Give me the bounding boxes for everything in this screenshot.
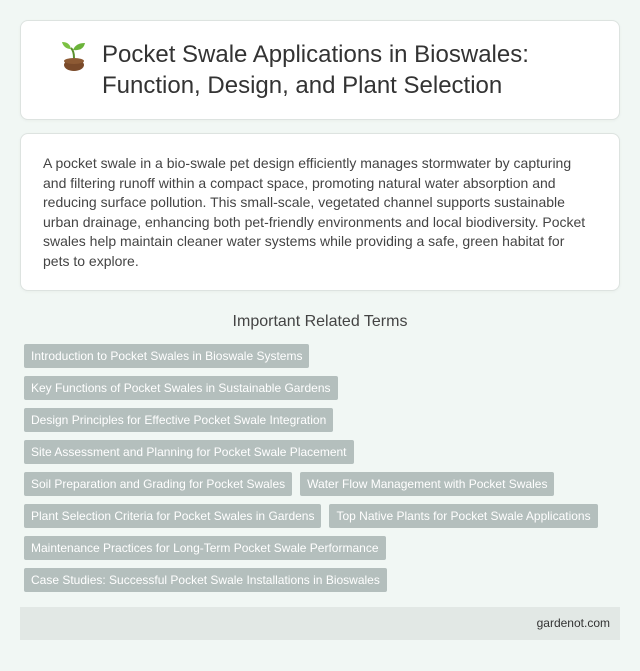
related-term-tag[interactable]: Plant Selection Criteria for Pocket Swales in Gardens (24, 504, 321, 528)
related-terms-list (24, 344, 624, 600)
footer (20, 607, 620, 640)
footer-site-link[interactable]: gardenot.com (536, 616, 610, 630)
related-term-tag[interactable]: Case Studies: Successful Pocket Swale Installations in Bioswales (24, 568, 387, 592)
related-term-tag[interactable]: Design Principles for Effective Pocket Swale Integration (24, 408, 333, 432)
tag-row (24, 504, 624, 528)
related-terms-heading: Important Related Terms (232, 313, 408, 330)
related-term-tag[interactable]: Water Flow Management with Pocket Swales (300, 472, 554, 496)
related-term-tag[interactable]: Maintenance Practices for Long-Term Pocket Swale Performance (24, 536, 386, 560)
related-term-tag[interactable]: Soil Preparation and Grading for Pocket Swales (24, 472, 292, 496)
title-card (20, 20, 620, 120)
related-term-tag[interactable]: Introduction to Pocket Swales in Bioswale Systems (24, 344, 309, 368)
sprout-icon (60, 41, 88, 71)
tag-row (24, 440, 624, 464)
tag-row (24, 376, 624, 400)
related-term-tag[interactable]: Site Assessment and Planning for Pocket Swale Placement (24, 440, 354, 464)
tag-row (24, 344, 624, 368)
related-term-tag[interactable]: Key Functions of Pocket Swales in Sustainable Gardens (24, 376, 338, 400)
tag-row (24, 472, 624, 496)
tag-row (24, 536, 624, 560)
tag-row (24, 408, 624, 432)
page-title: Pocket Swale Applications in Bioswales: Function, Design, and Plant Selection (102, 41, 529, 99)
description-text: A pocket swale in a bio-swale pet design efficiently manages stormwater by capturing and filtering runoff within a compact space, promoting natural water absorption and reducing surface pollution. This small-scale, vegetated channel supports sustainable urban drainage, enhancing both pet-friendly environments and local biodiversity. Pocket swales help maintain cleaner water systems while providing a safe, green habitat for pets to explore. (43, 155, 586, 269)
title-wrap (60, 39, 580, 101)
tag-row (24, 568, 624, 592)
description-card (20, 133, 620, 291)
related-term-tag[interactable]: Top Native Plants for Pocket Swale Applications (329, 504, 597, 528)
